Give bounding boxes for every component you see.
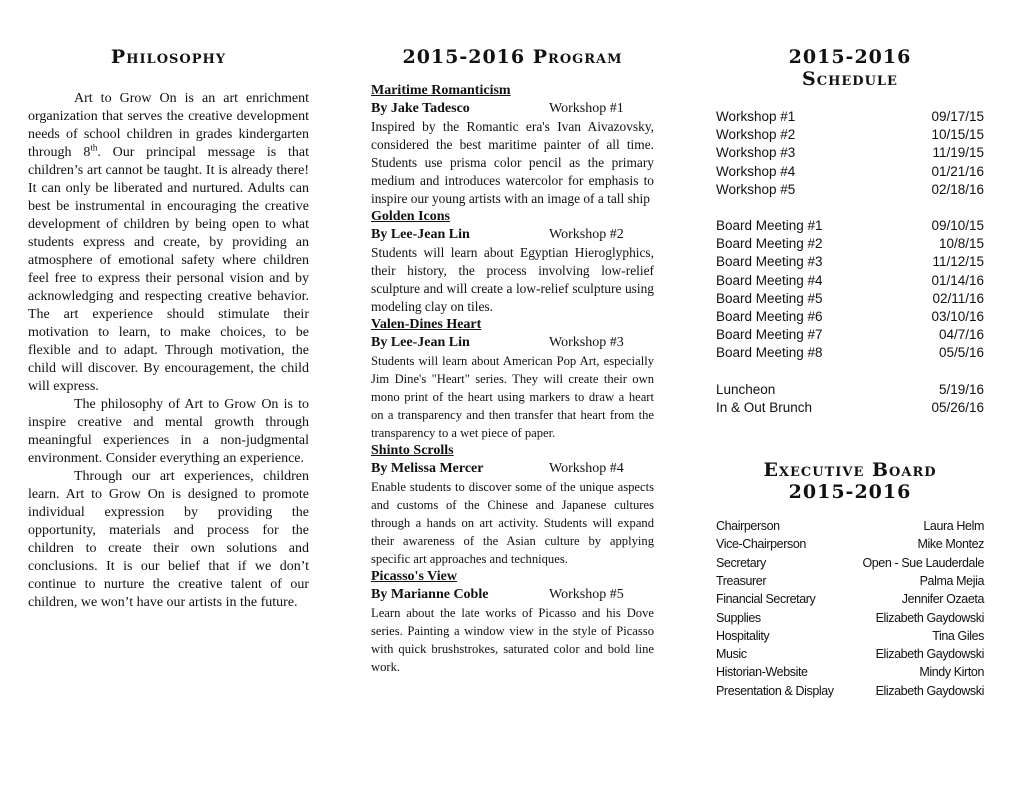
board-role: Vice-Chairperson <box>716 537 806 552</box>
board-member-name: Elizabeth Gaydowski <box>875 610 984 625</box>
schedule-row <box>716 272 984 290</box>
board-member-row <box>716 645 984 663</box>
board-role: Music <box>716 647 747 662</box>
workshop-title: Picasso's View <box>371 569 457 584</box>
schedule-event: Workshop #3 <box>716 145 796 161</box>
board-role: Presentation & Display <box>716 683 834 698</box>
schedule-date: 02/11/16 <box>932 290 984 306</box>
workshop-instructor <box>371 226 654 244</box>
workshop-title: Maritime Romanticism <box>371 83 511 98</box>
board-member-name: Elizabeth Gaydowski <box>875 647 984 662</box>
board-role: Historian-Website <box>716 665 808 680</box>
philosophy-column <box>28 46 309 612</box>
ordinal-suffix: th <box>90 142 98 153</box>
schedule-date: 5/19/16 <box>938 381 984 397</box>
schedule-event: Board Meeting #1 <box>716 218 823 234</box>
workshop-instructor <box>371 100 654 118</box>
workshop-item <box>371 208 654 316</box>
schedule-event: Board Meeting #3 <box>716 254 823 270</box>
schedule-date: 11/12/15 <box>932 254 984 270</box>
instructor-name: By Lee-Jean Lin <box>371 227 470 242</box>
philosophy-paragraph-2: The philosophy of Art to Grow On is to inspire creative and mental growth through meaningful experiences in a non-judgmental environment. Consider everything an experience. <box>28 397 309 466</box>
schedule-row <box>716 399 984 417</box>
workshop-number: Workshop #2 <box>549 227 624 242</box>
philosophy-heading: Philosophy <box>110 46 227 68</box>
schedule-row <box>716 381 984 399</box>
board-member-row <box>716 609 984 627</box>
schedule-event: Board Meeting #5 <box>716 290 823 306</box>
schedule-event: In & Out Brunch <box>716 399 813 415</box>
workshop-item <box>371 442 654 568</box>
schedule-event: Board Meeting #7 <box>716 327 823 343</box>
board-member-row <box>716 535 984 553</box>
instructor-name: By Melissa Mercer <box>371 461 484 476</box>
schedule-date: 09/10/15 <box>931 218 984 234</box>
workshop-number: Workshop #3 <box>549 335 624 350</box>
workshop-title: Shinto Scrolls <box>371 443 454 458</box>
schedule-row <box>716 126 984 144</box>
workshop-description: Enable students to discover some of the unique aspects and customs of the Chinese and Japanese cultures through a hands on art activity. Students will expand their awareness of the Asian culture by applying specific art approaches and techniques. <box>371 480 654 566</box>
board-role: Hospitality <box>716 628 770 643</box>
philosophy-paragraph-3: Through our art experiences, children learn. Art to Grow On is designed to promote individual expression by providing the opportunity, materials and process for the children to create their own solutions and conclusions. It is our belief that if we don’t continue to nurture the creative talent of our children, we won’t have our artists in the future. <box>28 469 309 610</box>
board-role: Supplies <box>716 610 761 625</box>
schedule-row <box>716 235 984 253</box>
schedule-spacer <box>716 199 984 217</box>
schedule-row <box>716 181 984 199</box>
board-member-name: Jennifer Ozaeta <box>901 592 984 607</box>
board-member-row <box>716 682 984 700</box>
schedule-event: Board Meeting #4 <box>716 272 823 288</box>
workshop-description: Inspired by the Romantic era's Ivan Aivazovsky, considered the best maritime painter of all time. Students use prisma color pencil as the primary medium and introduces watercolor for emphasis to inspire our young artists with an image of a tall ship <box>371 119 654 206</box>
board-member-name: Laura Helm <box>923 519 984 534</box>
schedule-event: Board Meeting #6 <box>716 309 823 325</box>
schedule-date: 01/14/16 <box>931 272 984 288</box>
board-member-name: Mike Montez <box>917 537 984 552</box>
program-column <box>371 46 654 676</box>
board-member-name: Mindy Kirton <box>919 665 984 680</box>
executive-board-list <box>716 517 984 700</box>
workshop-item <box>371 568 654 676</box>
workshop-description: Students will learn about American Pop Art, especially Jim Dine's "Heart" series. They will create their own mono print of the heart using markers to draw a heart on a transparency and then transfer that heart from the transparency to a wet piece of paper. <box>371 354 654 440</box>
executive-board-heading: Executive Board <box>763 459 937 482</box>
schedule-row <box>716 290 984 308</box>
philosophy-p1-text: Art to Grow On is an art enrichment organization that serves the creative development needs of school children in grades kindergarten through 8 <box>28 91 309 160</box>
instructor-name: By Lee-Jean Lin <box>371 335 470 350</box>
schedule-date: 05/26/16 <box>931 399 984 415</box>
board-member-name: Open - Sue Lauderdale <box>862 555 984 570</box>
schedule-date: 05/5/16 <box>938 345 984 361</box>
schedule-event: Workshop #1 <box>716 109 796 124</box>
schedule-heading-year: 2015-2016 <box>788 46 912 68</box>
schedule-event: Workshop #5 <box>716 181 796 197</box>
schedule-date: 10/15/15 <box>931 127 984 143</box>
schedule-column <box>716 46 984 700</box>
schedule-date: 09/17/15 <box>931 109 984 124</box>
schedule-row <box>716 326 984 344</box>
workshop-item <box>371 316 654 442</box>
workshop-instructor <box>371 586 654 604</box>
schedule-row <box>716 108 984 126</box>
board-member-name: Tina Giles <box>932 628 984 643</box>
board-member-row <box>716 517 984 535</box>
board-member-row <box>716 590 984 608</box>
executive-board-year: 2015-2016 <box>788 481 912 504</box>
schedule-row <box>716 308 984 326</box>
board-role: Chairperson <box>716 519 780 534</box>
board-role: Treasurer <box>716 573 767 588</box>
board-role: Secretary <box>716 555 766 570</box>
workshop-description: Learn about the late works of Picasso and his Dove series. Painting a window view in the style of Picasso with quick brushstrokes, saturated color and bold line work. <box>371 606 654 674</box>
workshop-list <box>371 82 654 676</box>
schedule-row <box>716 344 984 362</box>
schedule-row <box>716 163 984 181</box>
schedule-event: Board Meeting #2 <box>716 236 823 252</box>
workshop-number: Workshop #1 <box>549 101 624 116</box>
schedule-list <box>716 108 984 417</box>
schedule-date: 10/8/15 <box>938 236 984 252</box>
schedule-row <box>716 144 984 162</box>
schedule-row <box>716 253 984 271</box>
workshop-number: Workshop #5 <box>549 587 624 602</box>
workshop-description: Students will learn about Egyptian Hieroglyphics, their history, the process involving low-relief sculpture and will create a low-relief sculpture using modeling clay on tiles. <box>371 245 654 314</box>
schedule-row <box>716 217 984 235</box>
board-member-name: Elizabeth Gaydowski <box>875 683 984 698</box>
instructor-name: By Jake Tadesco <box>371 101 470 116</box>
workshop-title: Golden Icons <box>371 209 450 224</box>
philosophy-p1-text-cont: . Our principal message is that children’s art cannot be taught. It is already there! It can only be liberated and nurtured. Adults can best be instrumental in encouraging the creative development of children by being open to what students express and create, by providing an atmosphere of emotional safety where children feel free to express their personal vision and by acknowledging and respecting creative behavior. The art experience should stimulate their motivation to learn, to make choices, to be flexible and to adapt. Through motivation, the child will discover. By encouragement, the child will express. <box>28 145 309 394</box>
workshop-title: Valen-Dines Heart <box>371 317 482 332</box>
workshop-item <box>371 82 654 208</box>
schedule-date: 11/19/15 <box>932 145 984 161</box>
board-member-name: Palma Mejia <box>919 573 984 588</box>
philosophy-paragraph-1 <box>28 90 309 396</box>
workshop-instructor <box>371 334 654 352</box>
schedule-date: 02/18/16 <box>931 181 984 197</box>
schedule-event: Board Meeting #8 <box>716 345 823 361</box>
schedule-date: 01/21/16 <box>931 163 984 179</box>
workshop-instructor <box>371 460 654 478</box>
board-member-row <box>716 572 984 590</box>
schedule-event: Workshop #2 <box>716 127 796 143</box>
schedule-spacer <box>716 363 984 381</box>
board-member-row <box>716 627 984 645</box>
workshop-number: Workshop #4 <box>549 461 624 476</box>
board-member-row <box>716 554 984 572</box>
instructor-name: By Marianne Coble <box>371 587 489 602</box>
schedule-event: Luncheon <box>716 381 776 397</box>
schedule-date: 03/10/16 <box>931 309 984 325</box>
board-member-row <box>716 663 984 681</box>
board-role: Financial Secretary <box>716 592 816 607</box>
schedule-date: 04/7/16 <box>938 327 984 343</box>
program-heading: 2015-2016 Program <box>402 46 623 68</box>
schedule-event: Workshop #4 <box>716 163 796 179</box>
schedule-heading: Schedule <box>802 68 898 90</box>
